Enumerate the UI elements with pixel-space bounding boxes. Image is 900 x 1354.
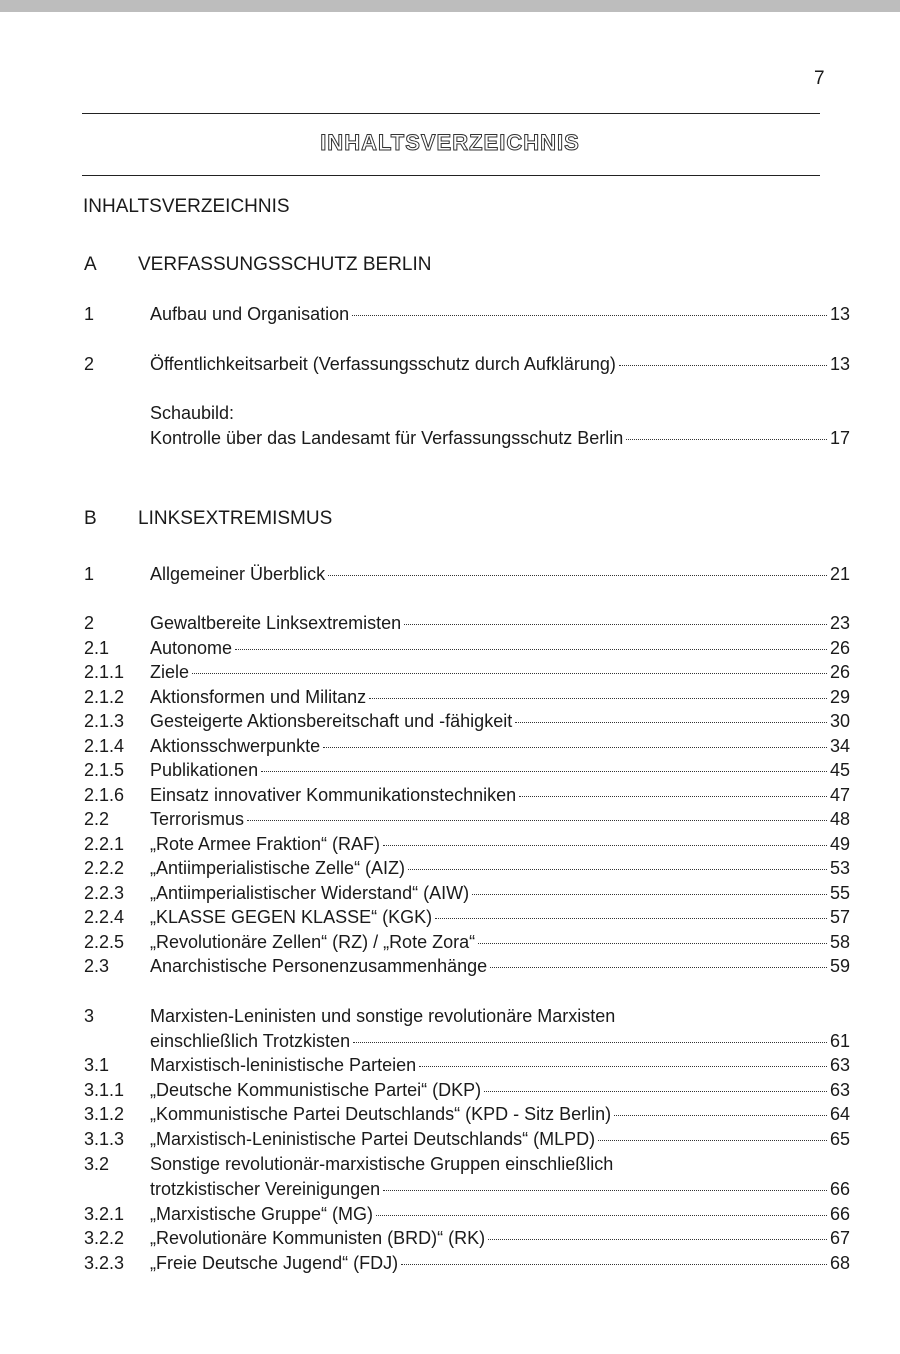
toc-entry[interactable]	[84, 734, 850, 758]
entry-title: Aktionsformen und Militanz	[150, 687, 367, 707]
toc-entry[interactable]	[84, 685, 850, 709]
header-rule-top	[82, 113, 820, 114]
leader-dots	[369, 698, 827, 699]
entry-number: 2.2.3	[84, 883, 125, 903]
header-rule-bottom	[82, 175, 820, 176]
leader-dots	[376, 1215, 827, 1216]
entry-title: Öffentlichkeitsarbeit (Verfassungsschutz durch Aufklärung)	[150, 354, 616, 374]
entry-page: 61	[829, 1031, 850, 1051]
entry-page: 34	[829, 736, 850, 756]
toc-entry[interactable]	[84, 1177, 850, 1201]
entry-number: 2.1.3	[84, 711, 125, 731]
entry-title: trotzkistischer Vereinigungen	[150, 1179, 381, 1199]
entry-page: 49	[829, 834, 850, 854]
leader-dots	[235, 649, 827, 650]
section-letter: A	[84, 254, 97, 275]
entry-page: 26	[829, 638, 850, 658]
entry-number: 2	[84, 354, 95, 374]
toc-entry[interactable]	[84, 352, 850, 376]
toc-entry[interactable]	[84, 807, 850, 831]
leader-dots	[401, 1264, 827, 1265]
entry-number: 3.2	[84, 1154, 110, 1174]
entry-page: 55	[829, 883, 850, 903]
leader-dots	[488, 1239, 827, 1240]
entry-title: Einsatz innovativer Kommunikationstechniken	[150, 785, 517, 805]
toc-entry[interactable]	[84, 905, 850, 929]
entry-title: Aufbau und Organisation	[150, 304, 350, 324]
leader-dots	[515, 722, 827, 723]
entry-title: Aktionsschwerpunkte	[150, 736, 321, 756]
page-number: 7	[814, 68, 825, 89]
entry-number: 3.1.2	[84, 1104, 125, 1124]
entry-page: 17	[829, 428, 850, 448]
entry-page: 29	[829, 687, 850, 707]
toc-entry[interactable]	[84, 832, 850, 856]
entry-page: 45	[829, 760, 850, 780]
entry-title: „Rote Armee Fraktion“ (RAF)	[150, 834, 381, 854]
entry-title: Ziele	[150, 662, 190, 682]
toc-entry[interactable]	[84, 1226, 850, 1250]
entry-number: 3.1.1	[84, 1080, 125, 1100]
entry-number: 3	[84, 1006, 95, 1026]
entry-number: 2.1.2	[84, 687, 125, 707]
entry-title: Marxistisch-leninistische Parteien	[150, 1055, 417, 1075]
toc-entry[interactable]	[84, 758, 850, 782]
entry-page: 26	[829, 662, 850, 682]
scan-top-edge	[0, 0, 900, 12]
entry-number: 2.1.4	[84, 736, 125, 756]
toc-entry[interactable]	[84, 1202, 850, 1226]
entry-page: 47	[829, 785, 850, 805]
toc-entry[interactable]	[84, 856, 850, 880]
entry-title: „Deutsche Kommunistische Partei“ (DKP)	[150, 1080, 482, 1100]
entry-title: „KLASSE GEGEN KLASSE“ (KGK)	[150, 907, 433, 927]
toc-entry[interactable]	[84, 1053, 850, 1077]
entry-title: „Revolutionäre Zellen“ (RZ) / „Rote Zora“	[150, 932, 476, 952]
toc-entry[interactable]	[84, 954, 850, 978]
entry-number: 3.2.1	[84, 1204, 125, 1224]
entry-title: Allgemeiner Überblick	[150, 564, 326, 584]
leader-dots	[353, 1042, 827, 1043]
entry-number: 2.2.2	[84, 858, 125, 878]
entry-number: 2.1.6	[84, 785, 125, 805]
toc-entry[interactable]	[84, 562, 850, 586]
entry-title: „Antiimperialistische Zelle“ (AIZ)	[150, 858, 406, 878]
entry-page: 13	[829, 354, 850, 374]
toc-entry[interactable]	[84, 709, 850, 733]
toc-entry[interactable]	[84, 1251, 850, 1275]
entry-title: Terrorismus	[150, 809, 245, 829]
entry-title: „Antiimperialistischer Widerstand“ (AIW)	[150, 883, 470, 903]
leader-dots	[435, 918, 827, 919]
leader-dots	[247, 820, 827, 821]
entry-page: 30	[829, 711, 850, 731]
toc-entry[interactable]	[84, 1078, 850, 1102]
entry-title: Gesteigerte Aktionsbereitschaft und -fähigkeit	[150, 711, 513, 731]
entry-page: 66	[829, 1179, 850, 1199]
entry-title: „Marxistische Gruppe“ (MG)	[150, 1204, 374, 1224]
leader-dots	[383, 845, 827, 846]
entry-number: 3.2.3	[84, 1253, 125, 1273]
leader-dots	[598, 1140, 827, 1141]
entry-number: 2.1	[84, 638, 110, 658]
leader-dots	[419, 1066, 827, 1067]
toc-entry[interactable]	[84, 930, 850, 954]
entry-page: 65	[829, 1129, 850, 1149]
entry-number: 2.3	[84, 956, 110, 976]
entry-title: Anarchistische Personenzusammenhänge	[150, 956, 488, 976]
schaubild-label: Schaubild:	[150, 403, 235, 423]
entry-title: „Kommunistische Partei Deutschlands“ (KPD - Sitz Berlin)	[150, 1104, 612, 1124]
toc-entry[interactable]	[84, 611, 850, 635]
entry-number: 3.1.3	[84, 1129, 125, 1149]
leader-dots	[619, 365, 827, 366]
toc-entry[interactable]	[84, 660, 850, 684]
entry-number: 2.1.5	[84, 760, 125, 780]
toc-entry-line1	[84, 1152, 850, 1176]
leader-dots	[261, 771, 827, 772]
entry-title: Publikationen	[150, 760, 259, 780]
leader-dots	[383, 1190, 827, 1191]
leader-dots	[352, 315, 827, 316]
entry-page: 57	[829, 907, 850, 927]
entry-page: 63	[829, 1055, 850, 1075]
entry-number: 1	[84, 304, 95, 324]
leader-dots	[478, 943, 827, 944]
leader-dots	[328, 575, 827, 576]
leader-dots	[472, 894, 827, 895]
entry-page: 63	[829, 1080, 850, 1100]
entry-title: „Marxistisch-Leninistische Partei Deutschlands“ (MLPD)	[150, 1129, 596, 1149]
entry-page: 64	[829, 1104, 850, 1124]
toc-entry[interactable]	[84, 881, 850, 905]
toc-entry[interactable]	[84, 1127, 850, 1151]
leader-dots	[323, 747, 827, 748]
entry-title: „Freie Deutsche Jugend“ (FDJ)	[150, 1253, 399, 1273]
entry-page: 59	[829, 956, 850, 976]
entry-title: einschließlich Trotzkisten	[150, 1031, 351, 1051]
entry-page: 13	[829, 304, 850, 324]
entry-page: 53	[829, 858, 850, 878]
entry-number: 3.1	[84, 1055, 110, 1075]
leader-dots	[490, 967, 827, 968]
leader-dots	[614, 1115, 827, 1116]
section-letter: B	[84, 508, 97, 529]
toc-entry[interactable]	[84, 783, 850, 807]
entry-title: Kontrolle über das Landesamt für Verfassungsschutz Berlin	[150, 428, 624, 448]
entry-number: 2.1.1	[84, 662, 125, 682]
toc-entry[interactable]	[84, 426, 850, 450]
toc-entry[interactable]	[84, 1029, 850, 1053]
leader-dots	[519, 796, 827, 797]
leader-dots	[192, 673, 827, 674]
entry-title: Autonome	[150, 638, 233, 658]
toc-title: INHALTSVERZEICHNIS	[83, 196, 290, 217]
entry-number: 2.2.1	[84, 834, 125, 854]
entry-title: Sonstige revolutionär-marxistische Gruppen einschließlich	[150, 1154, 614, 1174]
section-title: LINKSEXTREMISMUS	[138, 508, 333, 529]
entry-title: Gewaltbereite Linksextremisten	[150, 613, 402, 633]
entry-page: 67	[829, 1228, 850, 1248]
section-title: VERFASSUNGSSCHUTZ BERLIN	[138, 254, 432, 275]
toc-entry[interactable]	[84, 636, 850, 660]
entry-page: 48	[829, 809, 850, 829]
entry-number: 2.2.5	[84, 932, 125, 952]
leader-dots	[626, 439, 827, 440]
entry-number: 1	[84, 564, 95, 584]
leader-dots	[484, 1091, 827, 1092]
running-header-title: INHALTSVERZEICHNIS	[320, 130, 580, 155]
entry-title: „Revolutionäre Kommunisten (BRD)“ (RK)	[150, 1228, 486, 1248]
leader-dots	[408, 869, 827, 870]
leader-dots	[404, 624, 827, 625]
entry-page: 23	[829, 613, 850, 633]
toc-entry[interactable]	[84, 302, 850, 326]
toc-entry[interactable]	[84, 1102, 850, 1126]
entry-page: 68	[829, 1253, 850, 1273]
entry-number: 3.2.2	[84, 1228, 125, 1248]
entry-page: 21	[829, 564, 850, 584]
entry-number: 2.2	[84, 809, 110, 829]
entry-page: 58	[829, 932, 850, 952]
entry-number: 2	[84, 613, 95, 633]
entry-title: Marxisten-Leninisten und sonstige revolutionäre Marxisten	[150, 1006, 616, 1026]
entry-number: 2.2.4	[84, 907, 125, 927]
toc-entry-line1	[84, 1004, 850, 1028]
entry-page: 66	[829, 1204, 850, 1224]
